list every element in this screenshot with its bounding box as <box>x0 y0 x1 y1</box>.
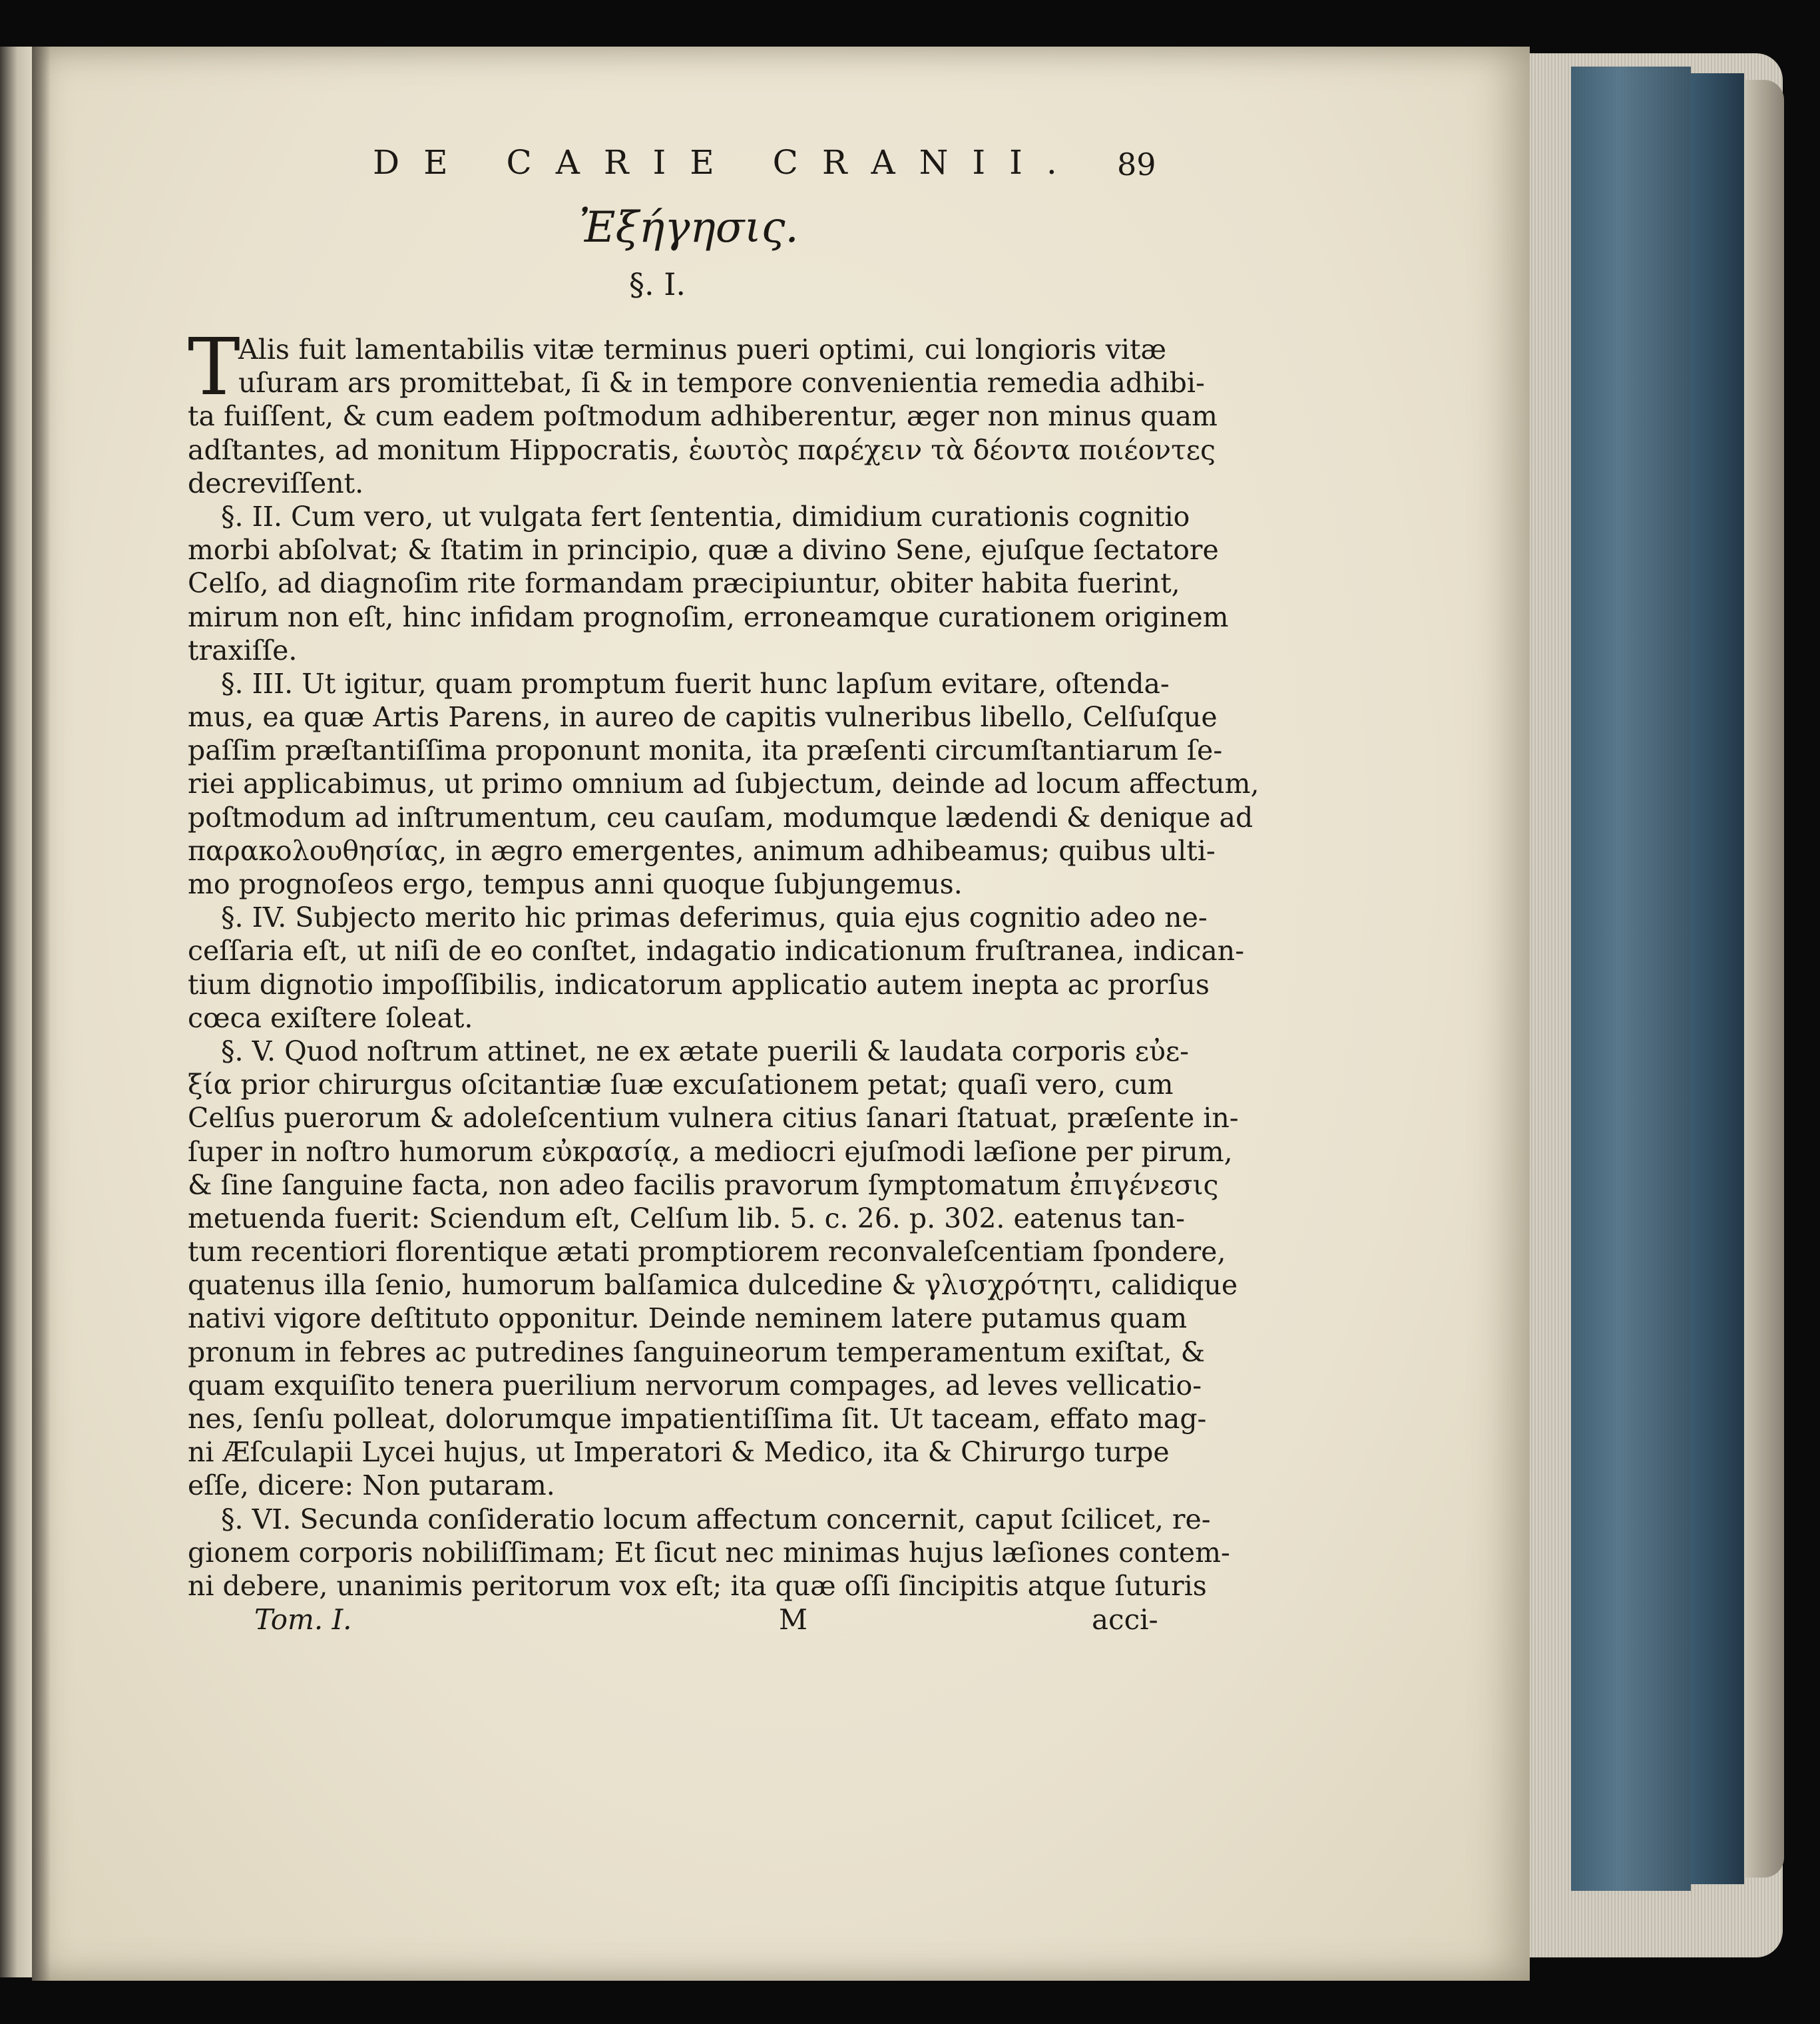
book-cover-edge <box>1744 80 1784 1878</box>
text-line: ceſſaria eſt, ut niſi de eo conſtet, indagatio indicationum fruſtranea, indican- <box>188 935 1245 967</box>
sprinkled-edge-dark <box>1691 73 1744 1884</box>
text-line: §. V. Quod noſtrum attinet, ne ex ætate puerili & laudata corporis εὐε- <box>221 1035 1190 1067</box>
section-label: §. I. <box>629 266 686 302</box>
text-line: pronum in febres ac putredines ſanguineorum temperamentum exiſtat, & <box>188 1336 1206 1368</box>
section-title: Ἐξήγησις. <box>579 203 799 252</box>
text-line: & ſine ſanguine facta, non adeo facilis pravorum ſymptomatum ἐπιγένεσις <box>188 1168 1219 1201</box>
text-line: morbi abſolvat; & ſtatim in principio, quæ a divino Sene, ejuſque ſectatore <box>188 534 1219 567</box>
page-gutter <box>32 47 51 1981</box>
text-line: mo prognoſeos ergo, tempus anni quoque ſubjungemus. <box>188 868 963 900</box>
text-line: nes, ſenſu polleat, dolorumque impatientiſſima ſit. Ut taceam, effato mag- <box>188 1403 1207 1435</box>
text-line: ni Æſculapii Lycei hujus, ut Imperatori & Medico, ita & Chirurgo turpe <box>188 1436 1170 1469</box>
facing-page-edge <box>0 47 32 1977</box>
text-line: nativi vigore deſtituto opponitur. Deinde neminem latere putamus quam <box>188 1302 1188 1335</box>
text-line: Alis fuit lamentabilis vitæ terminus pueri optimi, cui longioris vitæ <box>238 334 1166 366</box>
text-line: quam exquiſito tenera puerilium nervorum compages, ad leves vellicatio- <box>188 1369 1202 1401</box>
text-line: adſtantes, ad monitum Hippocratis, ἑωυτὸς παρέχειν τὰ δέοντα ποιέοντες <box>188 433 1216 466</box>
body-text <box>188 333 1259 1603</box>
text-line: παρακολουθησίας, in ægro emergentes, animum adhibeamus; quibus ulti- <box>188 834 1216 867</box>
text-line: mus, ea quæ Artis Parens, in aureo de capitis vulneribus libello, Celſuſque <box>188 701 1218 734</box>
text-line: metuenda fuerit: Sciendum eſt, Celſum lib. 5. c. 26. p. 302. eatenus tan- <box>188 1202 1186 1234</box>
text-line: tum recentiori florentique ætati promptiorem reconvaleſcentiam ſpondere, <box>188 1236 1226 1268</box>
sprinkled-edge <box>1571 67 1691 1891</box>
text-line: ta fuiſſent, & cum eadem poſtmodum adhiberentur, æger non minus quam <box>188 400 1218 433</box>
text-line: riei applicabimus, ut primo omnium ad ſubjectum, deinde ad locum affectum, <box>188 768 1259 800</box>
text-line: ſuper in noſtro humorum εὐκρασίᾳ, a mediocri ejuſmodi læſione per pirum, <box>188 1135 1233 1168</box>
text-line: traxiſſe. <box>188 634 298 666</box>
text-line: §. VI. Secunda conſideratio locum affectum concernit, caput ſcilicet, re- <box>221 1503 1211 1535</box>
text-line: paſſim præſtantiſſima proponunt monita, ita præſenti circumſtantiarum ſe- <box>188 734 1223 767</box>
running-head: DE CARIE CRANII. <box>373 143 1081 182</box>
text-line: §. III. Ut igitur, quam promptum fuerit hunc lapſum evitare, oſtenda- <box>221 667 1170 700</box>
text-line: §. II. Cum vero, ut vulgata fert ſententia, dimidium curationis cognitio <box>221 500 1190 533</box>
text-line: quatenus illa ſenio, humorum balſamica dulcedine & γλισχρότητι, calidique <box>188 1269 1238 1302</box>
text-line: eſſe, dicere: Non putaram. <box>188 1469 555 1502</box>
text-line: tium dignotio impoſſibilis, indicatorum applicatio autem inepta ac prorſus <box>188 968 1210 1001</box>
signature-label: Tom. I. <box>254 1603 352 1636</box>
page-number: 89 <box>1117 146 1156 182</box>
text-line: cœca exiſtere ſoleat. <box>188 1001 473 1034</box>
drop-cap: T <box>188 321 240 413</box>
text-line: gionem corporis nobiliſſimam; Et ſicut nec minimas hujus læſiones contem- <box>188 1536 1230 1569</box>
text-line: mirum non eſt, hinc infidam prognoſim, erroneamque curationem originem <box>188 601 1229 633</box>
text-line: uſuram ars promittebat, ſi & in tempore convenientia remedia adhibi- <box>238 367 1205 399</box>
catchword: acci- <box>1092 1603 1158 1636</box>
text-line: §. IV. Subjecto merito hic primas deferimus, quia ejus cognitio adeo ne- <box>221 901 1208 934</box>
text-line: ξία prior chirurgus oſcitantiæ ſuæ excuſationem petat; quaſi vero, cum <box>188 1069 1174 1101</box>
text-line: poſtmodum ad inſtrumentum, ceu cauſam, modumque lædendi & denique ad <box>188 801 1253 834</box>
text-line: Celſus puerorum & adoleſcentium vulnera citius ſanari ſtatuat, præſente in- <box>188 1102 1239 1135</box>
text-line: decreviſſent. <box>188 467 364 499</box>
text-line: Celſo, ad diagnoſim rite formandam præcipiuntur, obiter habita fuerint, <box>188 567 1180 600</box>
text-line: ni debere, unanimis peritorum vox eſt; ita quæ oſſi ſincipitis atque ſuturis <box>188 1569 1207 1602</box>
signature-mark: M <box>779 1603 808 1636</box>
